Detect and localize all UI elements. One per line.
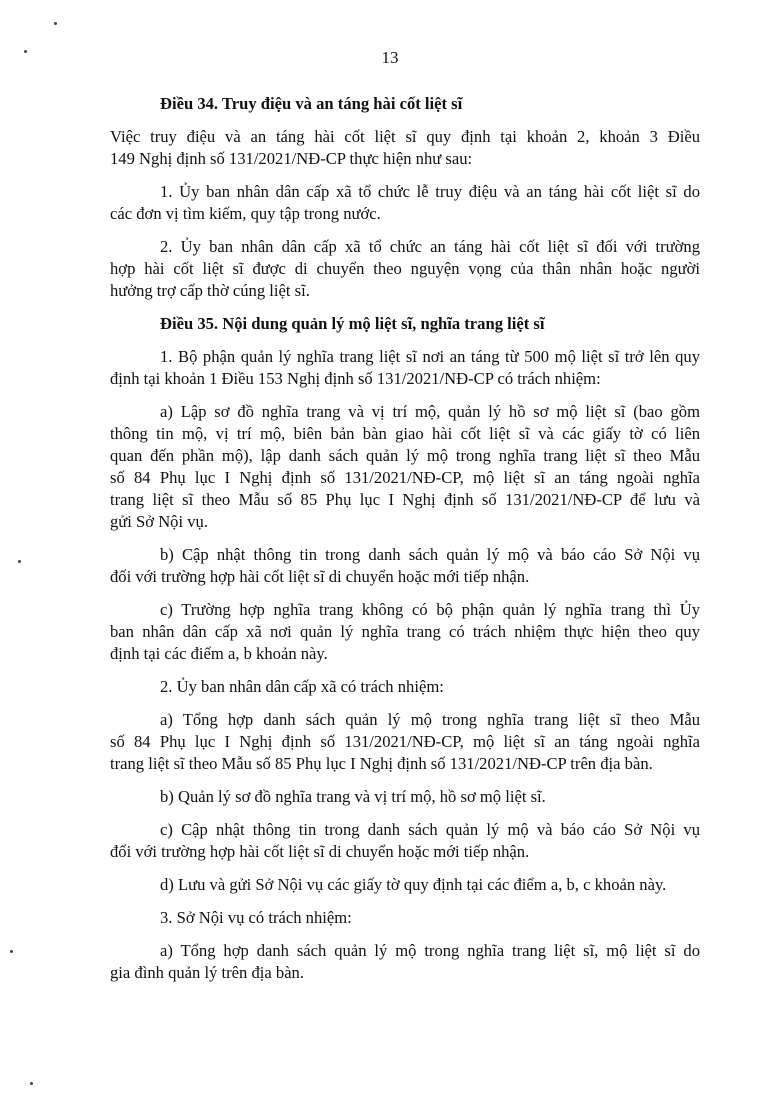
page-number: 13 — [381, 48, 399, 67]
article-35-clause-2c — [110, 819, 700, 863]
text-line: 2. Ủy ban nhân dân cấp xã có trách nhiệm: — [160, 677, 444, 696]
text-line: b) Quản lý sơ đồ nghĩa trang và vị trí mộ, hồ sơ mộ liệt sĩ. — [160, 787, 546, 806]
text-line: 149 Nghị định số 131/2021/NĐ-CP thực hiện như sau: — [110, 149, 473, 168]
article-35-clause-1a — [110, 401, 700, 533]
text-line: các đơn vị tìm kiếm, quy tập trong nước. — [110, 204, 381, 223]
text-line: a) Tổng hợp danh sách quản lý mộ trong nghĩa trang liệt sĩ theo Mẫu — [160, 710, 700, 729]
text-line: 1. Ủy ban nhân dân cấp xã tổ chức lễ truy điệu và an táng hài cốt liệt sĩ do — [160, 182, 700, 201]
text-line: định tại khoản 1 Điều 153 Nghị định số 131/2021/NĐ-CP có trách nhiệm: — [110, 369, 601, 388]
text-line: gửi Sở Nội vụ. — [110, 512, 208, 531]
text-line: a) Tổng hợp danh sách quản lý mộ trong nghĩa trang liệt sĩ, mộ liệt sĩ do — [160, 941, 700, 960]
text-line: thông tin mộ, vị trí mộ, biên bản bàn giao hài cốt liệt sĩ và các giấy tờ có liên — [110, 424, 700, 443]
scan-speck — [30, 1082, 33, 1085]
article-34-item-2 — [110, 236, 700, 302]
article-35-clause-2a — [110, 709, 700, 775]
scan-speck — [54, 22, 57, 25]
article-35-clause-3a — [110, 940, 700, 984]
scan-speck — [24, 50, 27, 53]
article-35-clause-3 — [110, 907, 700, 929]
text-line: gia đình quản lý trên địa bàn. — [110, 963, 305, 982]
text-line: c) Trường hợp nghĩa trang không có bộ phận quản lý nghĩa trang thì Ủy — [160, 600, 700, 619]
text-line: trang liệt sĩ theo Mẫu số 85 Phụ lục I Nghị định số 131/2021/NĐ-CP để lưu và — [110, 490, 700, 509]
article-35-heading: Điều 35. Nội dung quản lý mộ liệt sĩ, nghĩa trang liệt sĩ — [160, 314, 545, 333]
text-line: quan đến phần mộ), lập danh sách quản lý mộ trong nghĩa trang liệt sĩ theo Mẫu — [110, 446, 700, 465]
text-line: d) Lưu và gửi Sở Nội vụ các giấy tờ quy định tại các điểm a, b, c khoản này. — [160, 875, 667, 894]
text-line: hợp hài cốt liệt sĩ được di chuyển theo nguyện vọng của thân nhân hoặc người — [110, 259, 700, 278]
text-line: trang liệt sĩ theo Mẫu số 85 Phụ lục I Nghị định số 131/2021/NĐ-CP trên địa bàn. — [110, 754, 653, 773]
text-line: c) Cập nhật thông tin trong danh sách quản lý mộ và báo cáo Sở Nội vụ — [160, 820, 700, 839]
document-body — [110, 93, 700, 995]
text-line: a) Lập sơ đồ nghĩa trang và vị trí mộ, quản lý hồ sơ mộ liệt sĩ (bao gồm — [160, 402, 700, 421]
article-34-item-1 — [110, 181, 700, 225]
scan-speck — [18, 560, 21, 563]
text-line: 1. Bộ phận quản lý nghĩa trang liệt sĩ nơi an táng từ 500 mộ liệt sĩ trở lên quy — [160, 347, 700, 366]
article-35-clause-2b — [110, 786, 700, 808]
text-line: định tại các điểm a, b khoản này. — [110, 644, 328, 663]
text-line: đối với trường hợp hài cốt liệt sĩ di chuyển hoặc mới tiếp nhận. — [110, 842, 530, 861]
article-35-clause-1 — [110, 346, 700, 390]
article-35-clause-2 — [110, 676, 700, 698]
text-line: đối với trường hợp hài cốt liệt sĩ di chuyển hoặc mới tiếp nhận. — [110, 567, 530, 586]
article-35-clause-1b — [110, 544, 700, 588]
article-35-clause-2d — [110, 874, 700, 896]
article-35-clause-1c — [110, 599, 700, 665]
text-line: 3. Sở Nội vụ có trách nhiệm: — [160, 908, 352, 927]
text-line: b) Cập nhật thông tin trong danh sách quản lý mộ và báo cáo Sở Nội vụ — [160, 545, 700, 564]
article-34-intro — [110, 126, 700, 170]
text-line: 2. Ủy ban nhân dân cấp xã tổ chức an táng hài cốt liệt sĩ đối với trường — [160, 237, 700, 256]
text-line: số 84 Phụ lục I Nghị định số 131/2021/NĐ-CP, mộ liệt sĩ an táng ngoài nghĩa — [110, 468, 700, 487]
text-line: Việc truy điệu và an táng hài cốt liệt sĩ quy định tại khoản 2, khoản 3 Điều — [110, 127, 700, 146]
text-line: hưởng trợ cấp thờ cúng liệt sĩ. — [110, 281, 310, 300]
article-34-heading: Điều 34. Truy điệu và an táng hài cốt liệt sĩ — [160, 94, 463, 113]
scan-speck — [10, 950, 13, 953]
text-line: số 84 Phụ lục I Nghị định số 131/2021/NĐ-CP, mộ liệt sĩ an táng ngoài nghĩa — [110, 732, 700, 751]
text-line: ban nhân dân cấp xã nơi quản lý nghĩa trang có trách nhiệm thực hiện theo quy — [110, 622, 700, 641]
